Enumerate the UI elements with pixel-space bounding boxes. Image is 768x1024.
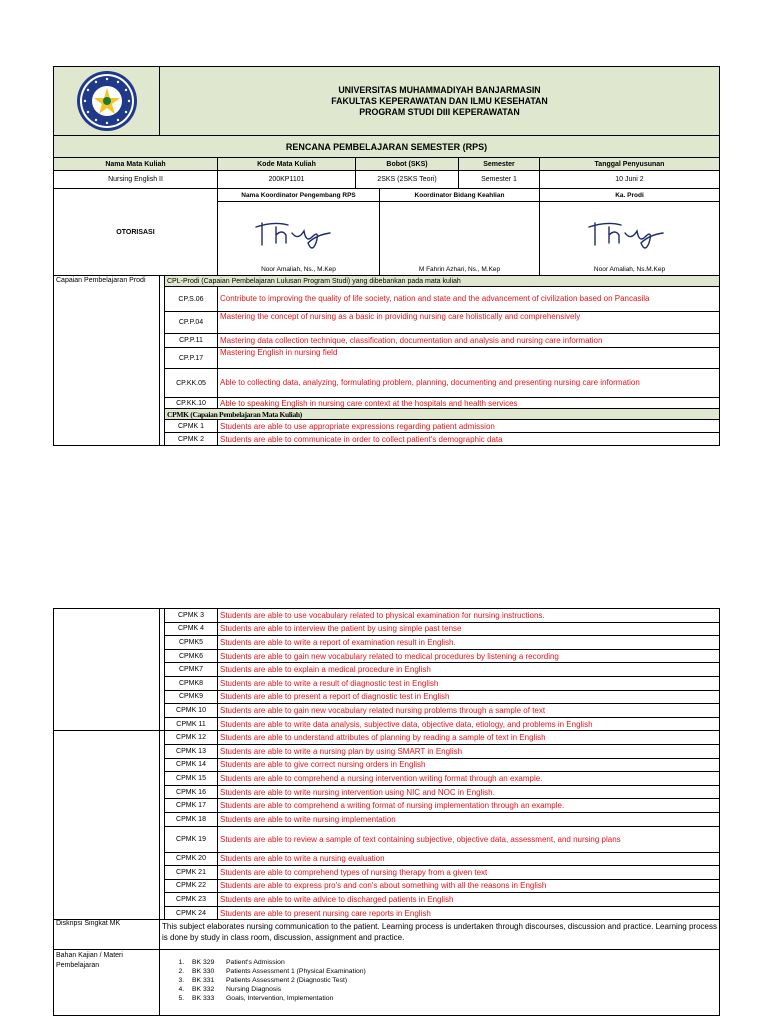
cpmk-text: Students are able to present a report of diagnostic test in English (218, 690, 720, 704)
cpmk-text: Students are able to understand attributes of planning by reading a sample of text in English (218, 731, 720, 745)
cpmk-code: CPMK 12 (165, 731, 218, 745)
cpmk-code: CPMK 22 (165, 879, 218, 893)
university-logo (56, 67, 157, 135)
cpmk-code: CPMK 21 (165, 866, 218, 880)
cpmk-code: CPMK 18 (165, 812, 218, 826)
cpmk-text: Students are able to express pro's and con's about something with all the reasons in English (218, 879, 720, 893)
role-field-coordinator: Koordinator Bidang Keahlian (380, 189, 540, 202)
cpl-text: Contribute to improving the quality of life society, nation and state and the advancement of civilization based on Pancasila (218, 287, 720, 312)
cpl-text: Mastering the concept of nursing as a basic in providing nursing care holistically and comprehensively (218, 312, 720, 334)
materials-item (186, 958, 717, 967)
cpmk-text: Students are able to explain a medical procedure in English (218, 663, 720, 677)
signature-cell-1 (218, 202, 380, 265)
cpmk-text: Students are able to use vocabulary related to physical examination for nursing instructions. (218, 609, 720, 623)
cpl-code: CP.S.06 (165, 287, 218, 312)
materials-item (186, 967, 717, 976)
cpmk-code: CPMK 20 (165, 852, 218, 866)
course-semester: Semester 1 (459, 171, 540, 189)
materials-code: BK 332 (192, 986, 215, 994)
label-cell (54, 609, 160, 731)
materials-cell (160, 950, 720, 1016)
cpl-text: Able to collecting data, analyzing, formulating problem, planning, documenting and presenting nursing care information (218, 369, 720, 398)
signature-image (220, 210, 377, 256)
cpl-code: CP.P.11 (165, 334, 218, 348)
cpmk-text: Students are able to write a result of diagnostic test in English (218, 676, 720, 690)
cpmk-code: CPMK 13 (165, 744, 218, 758)
materials-title: Patients Assessment 2 (Diagnostic Test) (226, 977, 348, 985)
course-header-name: Nama Mata Kuliah (54, 158, 218, 171)
cpmk-code: CPMK 4 (165, 622, 218, 636)
cpl-code: CP.P.17 (165, 348, 218, 369)
cpmk-text: Students are able to give correct nursing orders in English (218, 758, 720, 772)
course-name: Nursing English II (54, 171, 218, 189)
cpl-code: CP.P.04 (165, 312, 218, 334)
logo-cell (54, 67, 160, 136)
cpl-text: Able to speaking English in nursing care context at the hospitals and health services (218, 398, 720, 409)
rps-header-table (53, 66, 720, 446)
materials-title: Goals, Intervention, Implementation (226, 995, 334, 1003)
role-coordinator-rps: Nama Koordinator Pengembang RPS (218, 189, 380, 202)
cpmk-code: CPMK 2 (165, 433, 218, 446)
cpmk-continued-table (53, 608, 720, 1016)
materials-code: BK 331 (192, 977, 215, 985)
cpmk-text: Students are able to review a sample of text containing subjective, objective data, assessment, and nursing plans (218, 826, 720, 852)
materials-title: Patient's Admission (226, 959, 285, 967)
cpmk-code: CPMK 23 (165, 893, 218, 907)
cpmk-code: CPMK 14 (165, 758, 218, 772)
course-header-date: Tanggal Penyusunan (540, 158, 720, 171)
course-code: 200KP1101 (218, 171, 356, 189)
cpmk-code: CPMK 17 (165, 799, 218, 813)
cpmk-text: Students are able to write nursing implementation (218, 812, 720, 826)
signature-cell-3 (540, 202, 720, 265)
cpmk-code: CPMK 10 (165, 704, 218, 718)
cpmk-text: Students are able to interview the patient by using simple past tense (218, 622, 720, 636)
cpl-text: Mastering data collection technique, classification, documentation and analysis and nursing care information (218, 334, 720, 348)
signature-cell-2 (380, 202, 540, 265)
faculty-name: FAKULTAS KEPERAWATAN DAN ILMU KESEHATAN (331, 95, 548, 106)
materials-title: Nursing Diagnosis (226, 986, 282, 994)
cpmk-code: CPMK 3 (165, 609, 218, 623)
signer-name-3: Noor Amaliah, Ns.M.Kep (540, 265, 720, 276)
cpmk-text: Students are able to use appropriate expressions regarding patient admission (218, 420, 720, 433)
materials-list (168, 958, 717, 1003)
cpmk-text: Students are able to write a nursing evaluation (218, 852, 720, 866)
materials-item (186, 976, 717, 985)
cpmk-text: Students are able to comprehend types of nursing therapy from a given text (218, 866, 720, 880)
description-label: Diskripsi Singkat MK (54, 920, 160, 950)
materials-code: BK 333 (192, 995, 215, 1003)
otorisasi-label: OTORISASI (54, 189, 218, 276)
cpmk-code: CPMK8 (165, 676, 218, 690)
label-cell (54, 731, 160, 920)
course-credits: 2SKS (2SKS Teori) (356, 171, 459, 189)
role-head-of-program: Ka. Prodi (540, 189, 720, 202)
materials-item (186, 994, 717, 1003)
course-date: 10 Juni 2 (540, 171, 720, 189)
cpmk-text: Students are able to write data analysis, subjective data, objective data, etiology, and problems in English (218, 717, 720, 731)
cpmk-heading: CPMK (Capaian Pembelajaran Mata Kuliah) (165, 409, 720, 420)
cpmk-text: Students are able to comprehend a writing format of nursing implementation through an example. (218, 799, 720, 813)
document-title: RENCANA PEMBELAJARAN SEMESTER (RPS) (54, 136, 720, 158)
cpl-code: CP.KK.10 (165, 398, 218, 409)
cpmk-code: CPMK 19 (165, 826, 218, 852)
cpmk-code: CPMK7 (165, 663, 218, 677)
cpmk-text: Students are able to write nursing intervention using NIC and NOC in English. (218, 785, 720, 799)
cpl-code: CP.KK.05 (165, 369, 218, 398)
cpmk-code: CPMK9 (165, 690, 218, 704)
materials-title: Patients Assessment 1 (Physical Examination) (226, 968, 366, 976)
cpmk-code: CPMK 1 (165, 420, 218, 433)
signer-name-2: M Fahrin Azhari, Ns., M.Kep (380, 265, 540, 276)
university-name: UNIVERSITAS MUHAMMADIYAH BANJARMASIN (338, 84, 541, 95)
materials-label: Bahan Kajian / Materi Pembelajaran (54, 950, 160, 1016)
signature-image (542, 210, 717, 256)
course-header-code: Kode Mata Kuliah (218, 158, 356, 171)
program-name: PROGRAM STUDI DIII KEPERAWATAN (359, 106, 520, 117)
description-text: This subject elaborates nursing communication to the patient. Learning process is undertaken through discourses, discussion and practice. Learning process is done by study in class room, discussion, assignment and practice. (160, 920, 720, 950)
materials-item (186, 985, 717, 994)
cpl-heading: CPL-Prodi (Capaian Pembelajaran Lulusan Program Studi) yang dibebankan pada mata kuliah (165, 276, 720, 287)
materials-code: BK 330 (192, 968, 215, 976)
cpmk-text: Students are able to gain new vocabulary related to medical procedures by listening a recording (218, 649, 720, 663)
cpmk-code: CPMK6 (165, 649, 218, 663)
course-header-semester: Semester (459, 158, 540, 171)
cpmk-code: CPMK 15 (165, 772, 218, 786)
cpmk-text: Students are able to communicate in order to collect patient's demographic data (218, 433, 720, 446)
university-heading (160, 67, 720, 136)
materials-code: BK 329 (192, 959, 215, 967)
cpmk-text: Students are able to write a nursing plan by using SMART in English (218, 744, 720, 758)
cpl-text: Mastering English in nursing field (218, 348, 720, 369)
cpmk-code: CPMK 24 (165, 906, 218, 920)
cpmk-text: Students are able to write advice to discharged patients in English (218, 893, 720, 907)
cpl-label: Capaian Pembelajaran Prodi (54, 276, 160, 446)
cpmk-text: Students are able to gain new vocabulary related nursing problems through a sample of text (218, 704, 720, 718)
signer-name-1: Noor Amaliah, Ns., M.Kep (218, 265, 380, 276)
cpmk-code: CPMK 11 (165, 717, 218, 731)
cpmk-code: CPMK5 (165, 636, 218, 650)
cpmk-text: Students are able to comprehend a nursing intervention writing format through an example. (218, 772, 720, 786)
cpmk-text: Students are able to write a report of examination result in English. (218, 636, 720, 650)
cpmk-code: CPMK 16 (165, 785, 218, 799)
cpmk-text: Students are able to present nursing care reports in English (218, 906, 720, 920)
course-header-credits: Bobot (SKS) (356, 158, 459, 171)
